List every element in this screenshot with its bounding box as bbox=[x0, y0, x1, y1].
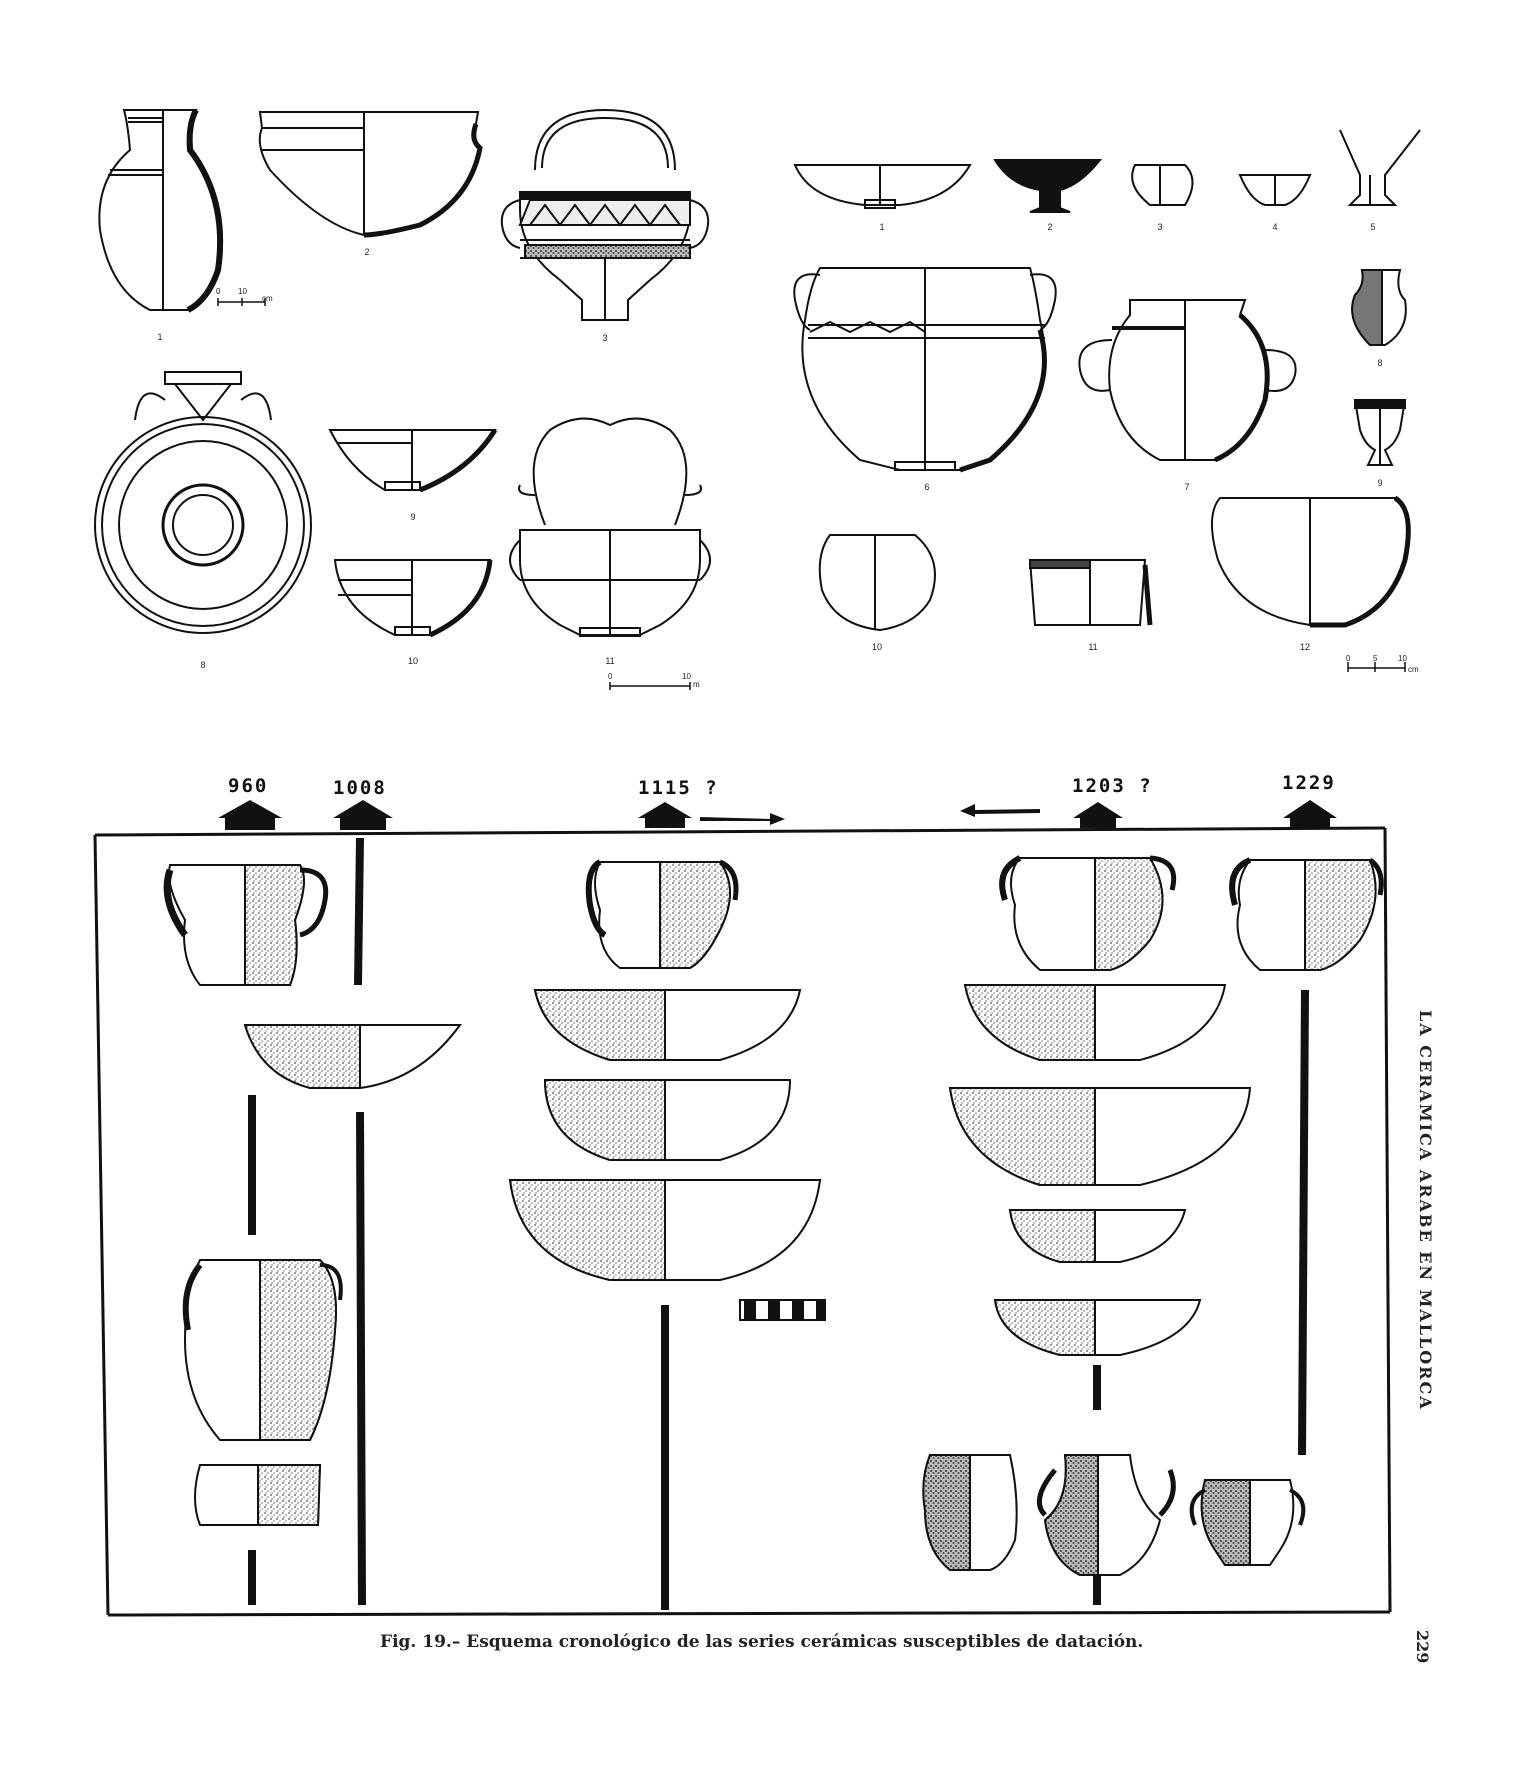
left-label-10: 10 bbox=[407, 656, 418, 666]
right-label-3: 3 bbox=[1157, 222, 1163, 232]
left-scale-top-ten: 10 bbox=[238, 287, 247, 296]
right-scale-zero: 0 bbox=[1346, 654, 1351, 663]
right-scale-unit: cm bbox=[1408, 665, 1419, 674]
left-vessel-11 bbox=[510, 419, 710, 636]
page-number: 229 bbox=[1413, 1630, 1432, 1664]
year-1115: 1115 ? bbox=[638, 777, 719, 799]
left-vessel-10 bbox=[335, 560, 490, 635]
right-label-7: 7 bbox=[1184, 482, 1190, 492]
left-label-9: 9 bbox=[410, 512, 416, 522]
left-label-3: 3 bbox=[602, 333, 608, 343]
left-vessel-8 bbox=[95, 372, 311, 633]
left-scale-bottom-zero: 0 bbox=[608, 672, 613, 681]
right-label-11: 11 bbox=[1088, 642, 1098, 652]
running-header: LA CERAMICA ARABE EN MALLORCA bbox=[1416, 1010, 1435, 1411]
right-vessel-7 bbox=[1079, 300, 1295, 460]
left-scale-bottom-unit: m bbox=[693, 680, 700, 689]
left-label-8: 8 bbox=[200, 660, 206, 670]
chrono-col3 bbox=[950, 858, 1250, 1355]
left-vessel-2 bbox=[260, 112, 480, 235]
chrono-col1 bbox=[167, 865, 460, 1525]
year-arrows bbox=[218, 800, 1337, 830]
year-1229: 1229 bbox=[1282, 772, 1336, 794]
right-scale-ten: 10 bbox=[1398, 654, 1407, 663]
year-1008: 1008 bbox=[333, 777, 387, 799]
year-960: 960 bbox=[228, 775, 269, 797]
right-vessels-row3 bbox=[820, 498, 1409, 630]
right-label-9: 9 bbox=[1377, 478, 1383, 488]
chrono-col2 bbox=[510, 862, 825, 1320]
left-scale-bottom bbox=[610, 682, 690, 690]
right-label-1: 1 bbox=[879, 222, 885, 232]
left-label-11: 11 bbox=[605, 656, 615, 666]
chrono-cups bbox=[923, 1455, 1303, 1575]
right-label-5: 5 bbox=[1370, 222, 1376, 232]
left-scale-top-zero: 0 bbox=[216, 287, 221, 296]
right-scale bbox=[1348, 662, 1405, 672]
right-label-2: 2 bbox=[1047, 222, 1053, 232]
right-vessels-row1 bbox=[795, 130, 1420, 212]
left-scale-top bbox=[218, 298, 265, 306]
chrono-col4 bbox=[1232, 860, 1381, 970]
year-1203: 1203 ? bbox=[1072, 775, 1153, 797]
left-label-2: 2 bbox=[364, 247, 370, 257]
figure-caption: Fig. 19.– Esquema cronológico de las series cerámicas susceptibles de datación. bbox=[380, 1632, 1144, 1652]
right-vessel-6 bbox=[794, 268, 1055, 470]
left-label-1: 1 bbox=[157, 332, 163, 342]
right-label-6: 6 bbox=[924, 482, 930, 492]
left-scale-bottom-ten: 10 bbox=[682, 672, 691, 681]
left-vessel-3 bbox=[502, 110, 708, 320]
right-label-12: 12 bbox=[1299, 642, 1310, 652]
right-scale-five: 5 bbox=[1373, 654, 1378, 663]
right-label-10: 10 bbox=[871, 642, 882, 652]
right-label-4: 4 bbox=[1272, 222, 1278, 232]
left-scale-top-unit: cm bbox=[262, 294, 273, 303]
left-vessel-9 bbox=[330, 430, 495, 490]
left-vessel-1 bbox=[99, 110, 222, 310]
right-label-8: 8 bbox=[1377, 358, 1383, 368]
